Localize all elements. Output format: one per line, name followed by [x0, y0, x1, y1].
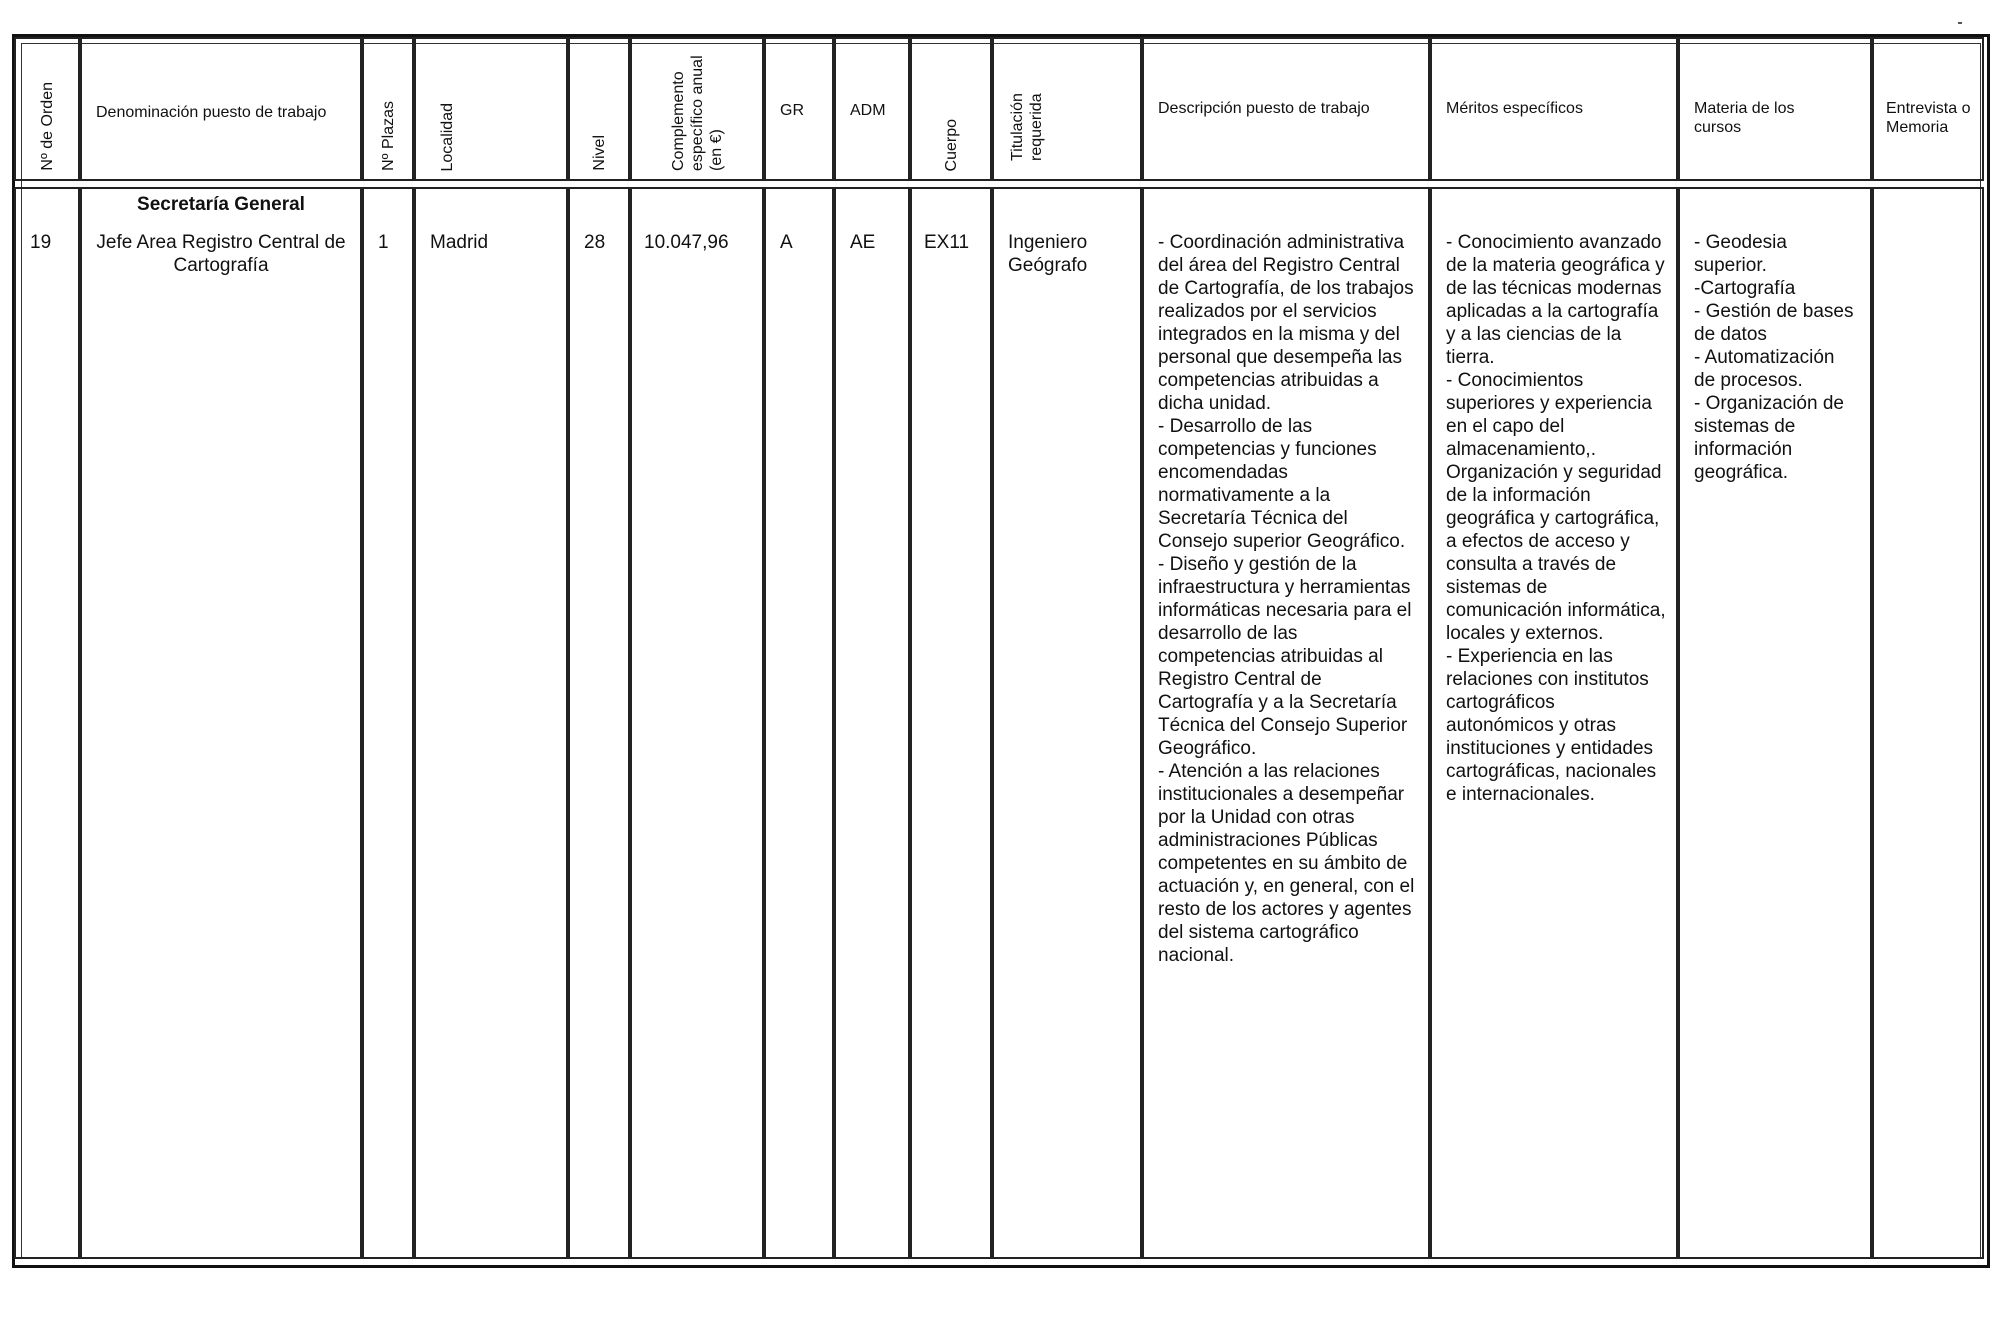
corner-mark	[1958, 22, 1962, 24]
header-adm	[834, 37, 910, 181]
header-plazas-text: Nº Plazas	[379, 101, 397, 171]
header-materia-text: Materia de los cursos	[1694, 100, 1795, 136]
cell-cuerpo	[910, 187, 992, 1259]
cell-plazas-text: 1	[378, 232, 389, 253]
header-descripcion	[1142, 37, 1430, 181]
header-titulacion	[992, 37, 1142, 181]
cell-plazas	[362, 187, 414, 1259]
header-cuerpo-text: Cuerpo	[942, 118, 960, 171]
header-orden-text: Nº de Orden	[38, 82, 56, 171]
cell-adm	[834, 187, 910, 1259]
header-plazas	[362, 37, 414, 181]
cell-cuerpo-text: EX11	[924, 232, 970, 253]
cell-localidad-text: Madrid	[430, 232, 489, 253]
header-complemento-text: Complemento específico anual (en €)	[669, 55, 725, 171]
cell-complemento-text: 10.047,96	[644, 232, 729, 253]
header-denominacion	[80, 37, 362, 181]
header-entrevista	[1872, 37, 1984, 181]
cell-nivel-text: 28	[584, 232, 606, 253]
header-nivel-text: Nivel	[590, 135, 608, 171]
header-orden	[14, 37, 80, 181]
section-title: Secretaría General	[137, 194, 305, 215]
cell-descripcion	[1142, 187, 1430, 1259]
header-materia	[1678, 37, 1872, 181]
cell-adm-text: AE	[850, 232, 876, 253]
cell-gr-text: A	[780, 232, 793, 253]
cell-titulacion	[992, 187, 1142, 1259]
cell-denominacion-text: Jefe Area Registro Central de Cartografía	[96, 232, 346, 276]
header-descripcion-text: Descripción puesto de trabajo	[1158, 100, 1370, 117]
cell-meritos-text: - Conocimiento avanzado de la materia geográfica y de las técnicas modernas aplicadas a la cartografía y a las ciencias de la tierra. - Conocimientos superiores y experiencia en el capo del almacenamiento,. Organización y seguridad de la información geográfica y cartográfica, a efectos de acceso y consulta a través de sistemas de comunicación informática, locales y externos. - Experiencia en las relaciones con institutos cartográficos autonómicos y otras instituciones y entidades cartográficas, nacionales e internacionales.	[1446, 232, 1666, 805]
header-nivel	[568, 37, 630, 181]
cell-denominacion	[80, 187, 362, 1259]
header-localidad-text: Localidad	[439, 102, 456, 171]
cell-nivel	[568, 187, 630, 1259]
header-cuerpo	[910, 37, 992, 181]
header-titulacion-text: Titulación requerida	[1009, 93, 1045, 161]
header-complemento	[630, 37, 764, 181]
cell-gr	[764, 187, 834, 1259]
cell-orden-text: 19	[30, 232, 52, 253]
header-localidad	[414, 37, 568, 181]
header-gr	[764, 37, 834, 181]
cell-descripcion-text: - Coordinación administrativa del área del Registro Central de Cartografía, de los trabajos realizados por el servicios integrados en la misma y del personal que desempeña las competencias atribuidas a dicha unidad. - Desarrollo de las competencias y funciones encomendadas normativamente a la Secretaría Técnica del Consejo superior Geográfico. - Diseño y gestión de la infraestructura y herramientas informáticas necesaria para el desarrollo de las competencias atribuidas al Registro Central de Cartografía y a la Secretaría Técnica del Consejo Superior Geográfico. - Atención a las relaciones institucionales a desempeñar por la Unidad con otras administraciones Públicas competentes en su ámbito de actuación y, en general, con el resto de los actores y agentes del sistema cartográfico nacional.	[1158, 232, 1415, 966]
header-entrevista-text: Entrevista o Memoria	[1886, 100, 1971, 136]
header-meritos-text: Méritos específicos	[1446, 100, 1583, 117]
cell-complemento	[630, 187, 764, 1259]
header-meritos	[1430, 37, 1678, 181]
cell-localidad	[414, 187, 568, 1259]
cell-materia-text: - Geodesia superior. -Cartografía - Gestión de bases de datos - Automatización de procesos. - Organización de sistemas de información geográfica.	[1694, 232, 1854, 483]
header-denominacion-text: Denominación puesto de trabajo	[96, 104, 327, 121]
cell-orden	[14, 187, 80, 1259]
header-adm-text: ADM	[850, 102, 886, 119]
header-gr-text: GR	[780, 102, 804, 119]
cell-meritos	[1430, 187, 1678, 1259]
cell-materia	[1678, 187, 1872, 1259]
cell-entrevista	[1872, 187, 1984, 1259]
cell-titulacion-text: Ingeniero Geógrafo	[1008, 232, 1088, 276]
